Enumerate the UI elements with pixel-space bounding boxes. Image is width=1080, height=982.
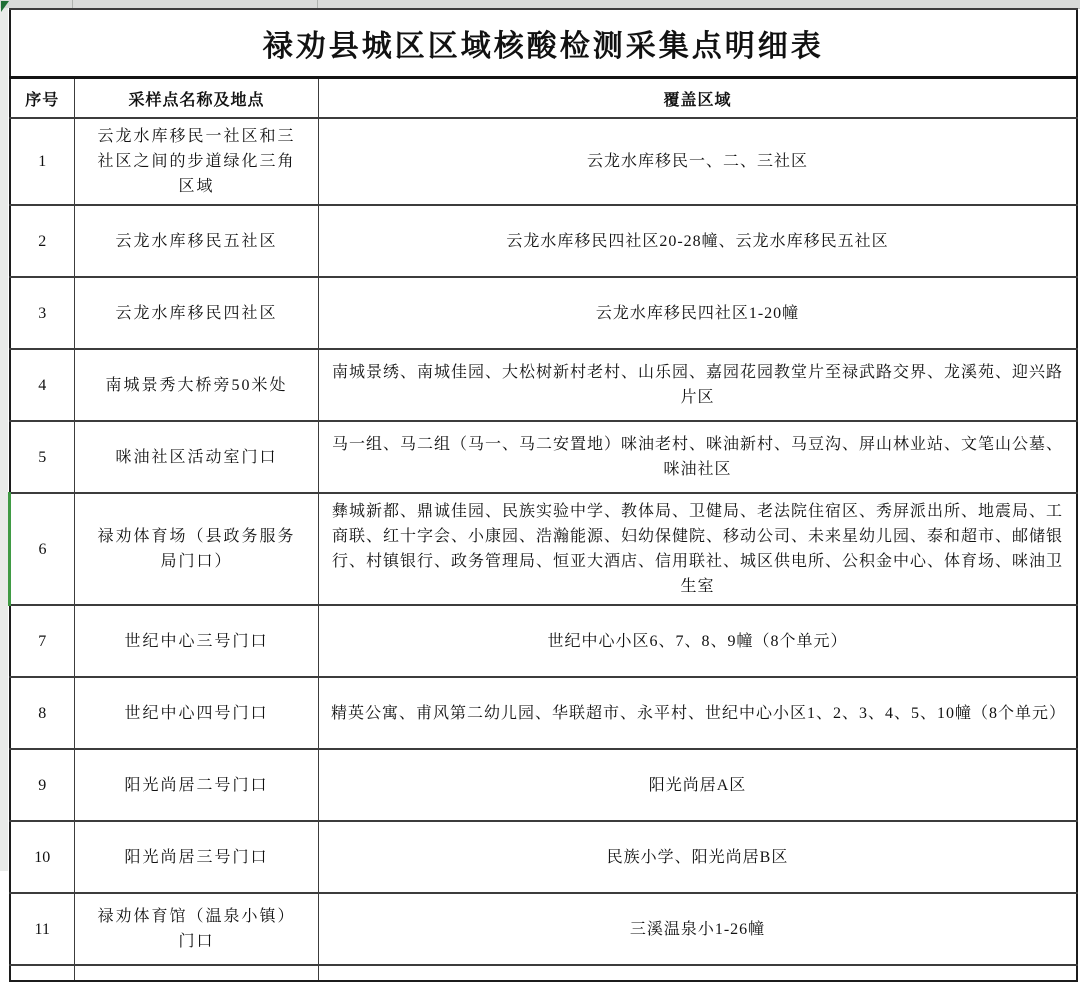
row-point-name: 云龙水库移民五社区 — [75, 205, 319, 277]
row-serial-number: 7 — [10, 605, 75, 677]
row-point-name: 云龙水库移民四社区 — [75, 277, 319, 349]
row-point-name: 世纪中心四号门口 — [75, 677, 319, 749]
row-serial-number: 10 — [10, 821, 75, 893]
row-point-name: 阳光尚居三号门口 — [75, 821, 319, 893]
row-coverage-area: 阳光尚居A区 — [319, 749, 1078, 821]
table-row — [10, 349, 1078, 421]
column-header-point-name: 采样点名称及地点 — [75, 78, 319, 119]
row-point-name: 云龙水库移民一社区和三社区之间的步道绿化三角区域 — [75, 118, 319, 205]
row-coverage-area: 云龙水库移民四社区20-28幢、云龙水库移民五社区 — [319, 205, 1078, 277]
row-serial-number: 9 — [10, 749, 75, 821]
row-coverage-area: 世纪中心小区6、7、8、9幢（8个单元） — [319, 605, 1078, 677]
row-coverage-area: 云龙水库移民四社区1-20幢 — [319, 277, 1078, 349]
table-row — [10, 605, 1078, 677]
table-row — [10, 893, 1078, 965]
row-point-name: 世纪中心三号门口 — [75, 605, 319, 677]
empty-cell — [319, 965, 1078, 981]
row-coverage-area: 彝城新都、鼎诚佳园、民族实验中学、教体局、卫健局、老法院住宿区、秀屏派出所、地震局、工商联、红十字会、小康园、浩瀚能源、妇幼保健院、移动公司、未来星幼儿园、泰和超市、邮储银行、村镇银行、政务管理局、恒亚大酒店、信用联社、城区供电所、公积金中心、体育场、咪油卫生室 — [319, 493, 1078, 605]
row-serial-number: 1 — [10, 118, 75, 205]
row-serial-number: 8 — [10, 677, 75, 749]
table-row — [10, 205, 1078, 277]
table-row — [10, 749, 1078, 821]
row-serial-number: 2 — [10, 205, 75, 277]
empty-cell — [10, 965, 75, 981]
sheet-column-gridline — [317, 0, 318, 8]
row-point-name: 南城景秀大桥旁50米处 — [75, 349, 319, 421]
table-row — [10, 821, 1078, 893]
empty-cell — [75, 965, 319, 981]
page-title: 禄劝县城区区域核酸检测采集点明细表 — [10, 9, 1078, 78]
column-header-serial: 序号 — [10, 78, 75, 119]
table-row — [10, 118, 1078, 205]
row-coverage-area: 云龙水库移民一、二、三社区 — [319, 118, 1078, 205]
sheet-column-gridline — [72, 0, 73, 8]
table-body — [10, 118, 1078, 981]
row-serial-number: 4 — [10, 349, 75, 421]
row-serial-number: 3 — [10, 277, 75, 349]
table-row — [10, 421, 1078, 493]
table-row — [10, 493, 1078, 605]
table — [8, 8, 1078, 982]
row-point-name: 咪油社区活动室门口 — [75, 421, 319, 493]
row-point-name: 阳光尚居二号门口 — [75, 749, 319, 821]
table-row — [10, 277, 1078, 349]
row-serial-number: 11 — [10, 893, 75, 965]
row-serial-number: 5 — [10, 421, 75, 493]
row-coverage-area: 三溪温泉小1-26幢 — [319, 893, 1078, 965]
table-header-row — [10, 78, 1078, 119]
row-point-name: 禄劝体育馆（温泉小镇）门口 — [75, 893, 319, 965]
collection-points-table[interactable] — [8, 8, 1078, 982]
column-header-coverage: 覆盖区域 — [319, 78, 1078, 119]
row-coverage-area: 民族小学、阳光尚居B区 — [319, 821, 1078, 893]
row-serial-number: 6 — [10, 493, 75, 605]
title-row — [10, 9, 1078, 78]
row-coverage-area: 南城景绣、南城佳园、大松树新村老村、山乐园、嘉园花园教堂片至禄武路交界、龙溪苑、迎兴路片区 — [319, 349, 1078, 421]
row-coverage-area: 马一组、马二组（马一、马二安置地）咪油老村、咪油新村、马豆沟、屏山林业站、文笔山公墓、咪油社区 — [319, 421, 1078, 493]
row-coverage-area: 精英公寓、甫风第二幼儿园、华联超市、永平村、世纪中心小区1、2、3、4、5、10幢（8个单元） — [319, 677, 1078, 749]
row-point-name: 禄劝体育场（县政务服务局门口） — [75, 493, 319, 605]
table-row — [10, 677, 1078, 749]
partial-next-row — [10, 965, 1078, 981]
